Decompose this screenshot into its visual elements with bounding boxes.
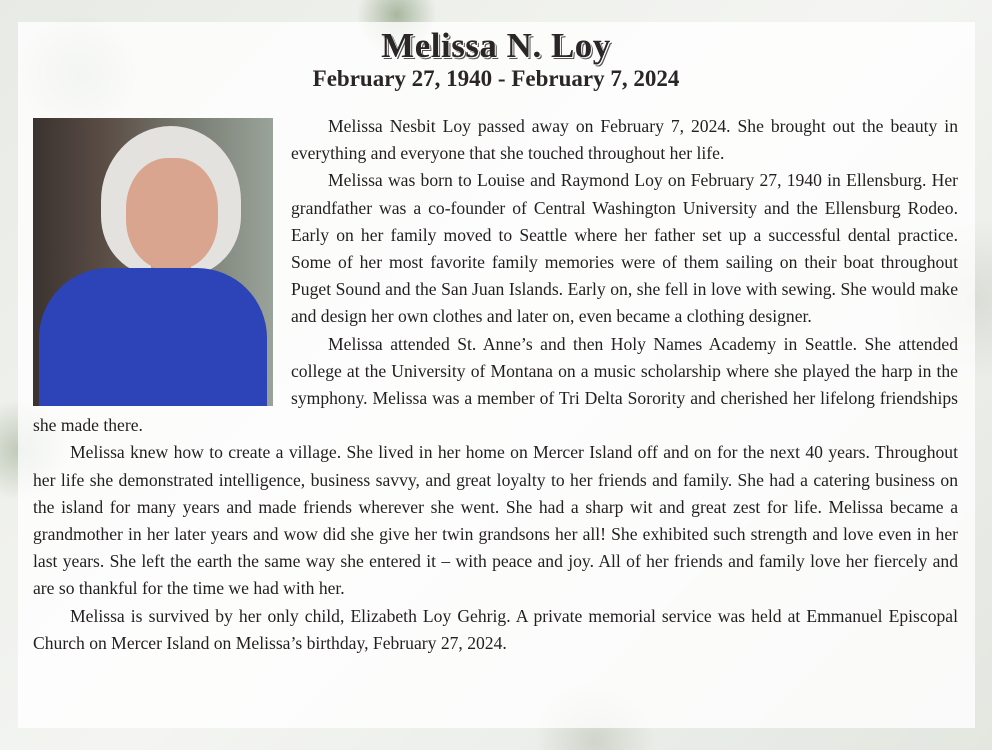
paragraph: Melissa Nesbit Loy passed away on February 7, 2024. She brought out the beauty in everything and everyone that she touched throughout her life. (291, 116, 958, 164)
paragraph: Melissa knew how to create a village. She lived in her home on Mercer Island off and on for the next 40 years. Throughout her life she demonstrated intelligence, business savvy, and great loyalty to her friends and family. She had a catering business on the island for many years and made friends wherever she went. She had a sharp wit and great zest for life. Melissa became a grandmother in her later years and wow did she give her twin grandsons her all! She exhibited such strength and love even in her last years. She left the earth the same way she entered it – with peace and joy. All of her friends and family love her fiercely and are so thankful for the time we had with her. (33, 442, 958, 599)
life-dates: February 27, 1940 - February 7, 2024 (312, 66, 680, 91)
portrait-photo (33, 118, 273, 406)
obituary-body (33, 113, 958, 657)
paragraph: Melissa is survived by her only child, Elizabeth Loy Gehrig. A private memorial service was held at Emmanuel Episcopal Church on Mercer Island on Melissa’s birthday, February 27, 2024. (33, 605, 958, 653)
deceased-name: Melissa N. Loy (381, 26, 611, 65)
paragraph: Melissa attended St. Anne’s and then Holy Names Academy in Seattle. She attended college at the University of Montana on a music scholarship where she played the harp in the symphony. Melissa was a member of Tri Delta Sorority and cherished her lifelong friendships she made there. (33, 333, 958, 436)
paragraph: Melissa was born to Louise and Raymond Loy on February 27, 1940 in Ellensburg. Her grandfather was a co-founder of Central Washington University and the Ellensburg Rodeo. Early on her family moved to Seattle where her father set up a successful dental practice. Some of her most favorite family memories were of them sailing on their boat throughout Puget Sound and the San Juan Islands. Early on, she fell in love with sewing. She would make and design her own clothes and later on, even became a clothing designer. (291, 170, 958, 327)
